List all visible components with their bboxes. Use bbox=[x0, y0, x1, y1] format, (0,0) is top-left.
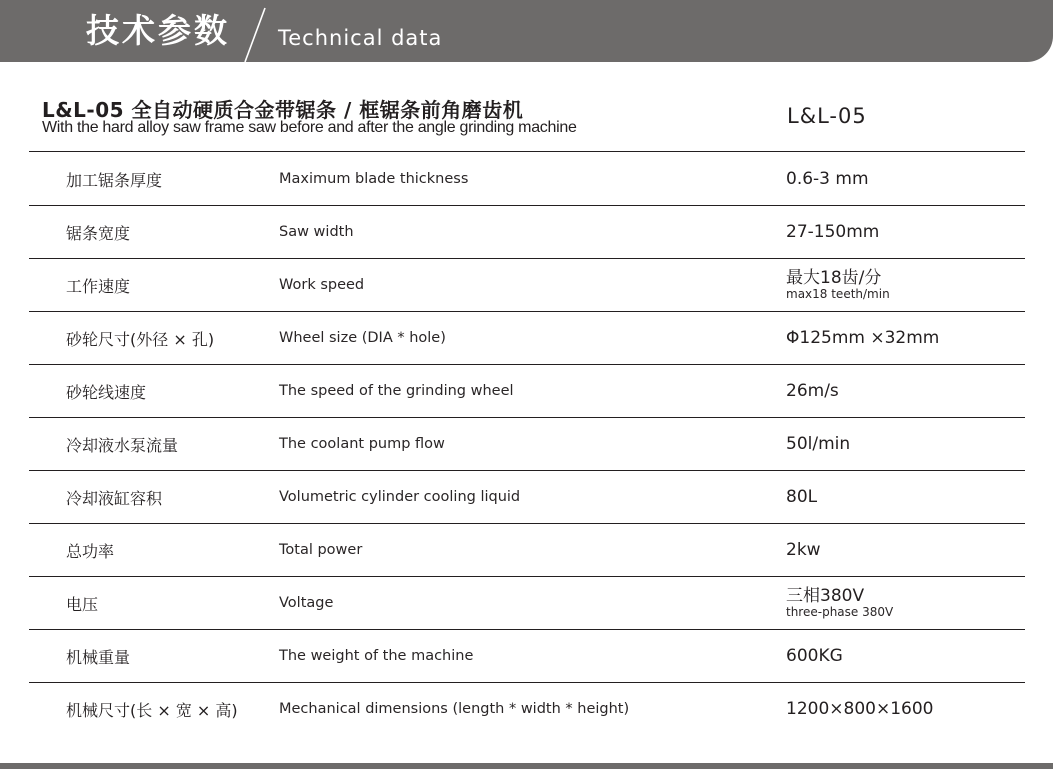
page-title-cn: 技术参数 bbox=[86, 11, 230, 50]
spec-label-en: The speed of the grinding wheel bbox=[279, 383, 514, 399]
spec-label-en: Maximum blade thickness bbox=[279, 171, 469, 187]
spec-label-en: Mechanical dimensions (length * width * height) bbox=[279, 701, 630, 717]
spec-value bbox=[786, 471, 817, 523]
spec-label-cn: 工作速度 bbox=[66, 276, 131, 296]
spec-value-main: 三相380V bbox=[786, 586, 865, 606]
spec-value bbox=[786, 418, 850, 470]
spec-value-main: 0.6-3 mm bbox=[786, 168, 869, 189]
product-model: L&L-05 bbox=[787, 104, 867, 128]
spec-label-cn: 加工锯条厚度 bbox=[66, 170, 163, 190]
spec-value-main: 1200×800×1600 bbox=[786, 698, 934, 719]
spec-label-cn: 机械重量 bbox=[66, 647, 131, 667]
table-row bbox=[29, 259, 1025, 311]
spec-value bbox=[786, 365, 839, 417]
spec-label-en: The coolant pump flow bbox=[279, 436, 445, 452]
spec-value bbox=[786, 630, 843, 682]
spec-label-cn: 总功率 bbox=[66, 541, 115, 561]
spec-label-en: Wheel size (DIA * hole) bbox=[279, 330, 446, 346]
table-row bbox=[29, 153, 1025, 205]
spec-value-main: 2kw bbox=[786, 539, 821, 560]
table-row bbox=[29, 365, 1025, 417]
spec-value-main: 27-150mm bbox=[786, 221, 880, 242]
spec-label-en: Saw width bbox=[279, 224, 354, 240]
table-row bbox=[29, 312, 1025, 364]
spec-value-main: 26m/s bbox=[786, 380, 839, 401]
spec-value bbox=[786, 206, 879, 258]
table-row bbox=[29, 577, 1025, 629]
spec-value-main: 50l/min bbox=[786, 433, 851, 454]
spec-value bbox=[786, 524, 821, 576]
spec-value-main: 600KG bbox=[786, 645, 843, 666]
spec-value-main: 80L bbox=[786, 486, 818, 507]
spec-label-en: The weight of the machine bbox=[279, 648, 474, 664]
product-name-en: With the hard alloy saw frame saw before and after the angle grinding machine bbox=[42, 119, 577, 136]
spec-label-cn: 锯条宽度 bbox=[66, 223, 131, 243]
spec-label-cn: 机械尺寸(长 × 宽 × 高) bbox=[66, 700, 238, 720]
table-row bbox=[29, 630, 1025, 682]
header-bar bbox=[0, 0, 1053, 62]
table-row bbox=[29, 471, 1025, 523]
spec-value bbox=[786, 577, 893, 629]
table-row bbox=[29, 683, 1025, 735]
page-title-en: Technical data bbox=[278, 26, 443, 50]
spec-value bbox=[786, 312, 939, 364]
spec-label-cn: 砂轮线速度 bbox=[66, 382, 147, 402]
table-row bbox=[29, 524, 1025, 576]
spec-value bbox=[786, 683, 933, 735]
spec-value-sub: three-phase 380V bbox=[786, 605, 894, 619]
spec-label-cn: 冷却液水泵流量 bbox=[66, 435, 179, 455]
spec-value-sub: max18 teeth/min bbox=[786, 287, 890, 301]
spec-label-en: Voltage bbox=[279, 595, 334, 611]
table-row bbox=[29, 206, 1025, 258]
spec-label-cn: 电压 bbox=[66, 594, 99, 614]
table-row bbox=[29, 418, 1025, 470]
spec-label-en: Work speed bbox=[279, 277, 365, 293]
slash-divider-icon bbox=[243, 6, 267, 64]
footer-bar bbox=[0, 763, 1053, 769]
spec-label-en: Total power bbox=[279, 542, 363, 558]
product-name-cn: L&L-05 全自动硬质合金带锯条 / 框锯条前角磨齿机 bbox=[42, 98, 524, 122]
spec-label-cn: 砂轮尺寸(外径 × 孔) bbox=[66, 329, 215, 349]
table-top-rule bbox=[29, 151, 1025, 152]
spec-value-main: 最大18齿/分 bbox=[786, 268, 882, 288]
spec-value bbox=[786, 153, 869, 205]
spec-value bbox=[786, 259, 890, 311]
spec-label-en: Volumetric cylinder cooling liquid bbox=[279, 489, 521, 505]
spec-label-cn: 冷却液缸容积 bbox=[66, 488, 163, 508]
spec-value-main: Φ125mm ×32mm bbox=[786, 327, 940, 348]
